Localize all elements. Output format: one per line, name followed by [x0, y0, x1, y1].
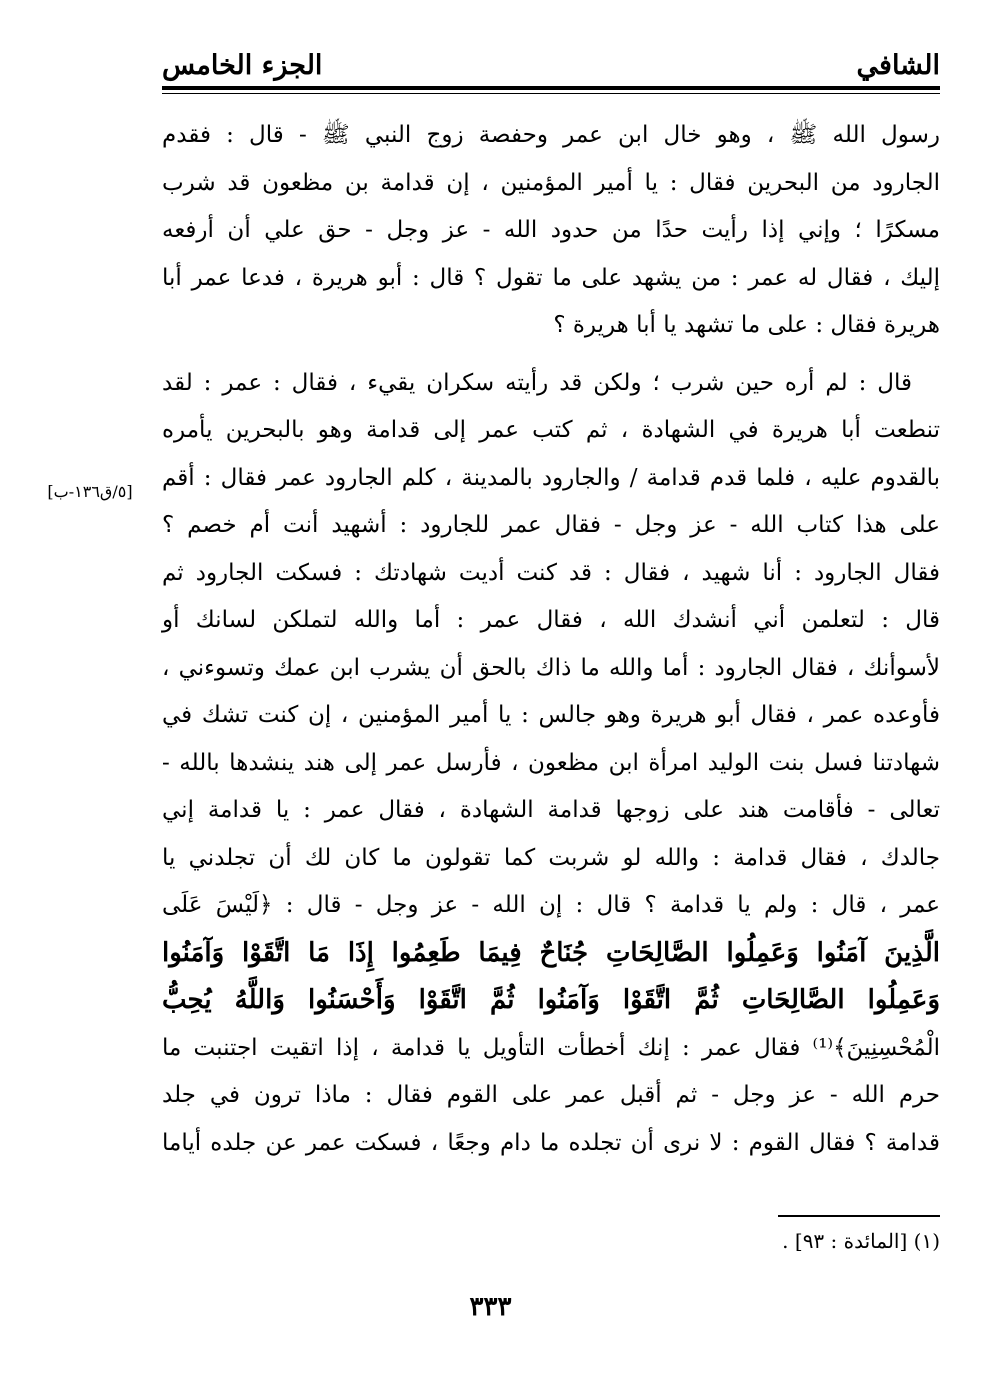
book-title: الشافي — [856, 50, 940, 81]
text-line: قال : لتعلمن أني أنشدك الله ، فقال عمر : أما والله لتملكن لسانك أو — [162, 607, 940, 633]
part-title: الجزء الخامس — [162, 50, 323, 81]
running-head — [162, 40, 940, 90]
text-line: عمر ، قال : ولم يا قدامة ؟ قال : إن الله - عز وجل - قال : ﴿لَيْسَ عَلَى — [162, 892, 940, 918]
manuscript-folio-note: [٥/ق١٣٦-ب] — [47, 482, 133, 501]
text-line: فقال الجارود : أنا شهيد ، فقال : قد كنت أديت شهادتك : فسكت الجارود ثم — [162, 559, 940, 586]
paragraph-2 — [162, 360, 940, 1168]
text-line: مسكرًا ؛ وإني إذا رأيت حدًا من حدود الله - عز وجل - حق علي أن أرفعه — [162, 217, 940, 243]
footnote: (١) [المائدة : ٩٣] . — [782, 1229, 940, 1253]
text-line: فأوعده عمر ، فقال أبو هريرة وهو جالس : يا أمير المؤمنين ، إن كنت تشك في — [162, 702, 940, 728]
header-rule-thick — [162, 86, 940, 90]
text-line: حرم الله - عز وجل - ثم أقبل عمر على القوم فقال : ماذا ترون في جلد — [162, 1082, 940, 1108]
text-line: بالقدوم عليه ، فلما قدم قدامة / والجارود بالمدينة ، كلم الجارود عمر فقال : أقم — [162, 464, 940, 491]
paragraph-1 — [162, 112, 940, 350]
text-line: قال : لم أره حين شرب ؛ ولكن قد رأيته سكران يقيء ، فقال : عمر : لقد — [162, 369, 912, 396]
text-line: رسول الله ﷺ ، وهو خال ابن عمر وحفصة زوج النبي ﷺ - قال : فقدم — [162, 122, 940, 148]
quran-verse — [162, 930, 940, 1025]
text-line: تنطعت أبا هريرة في الشهادة ، ثم كتب عمر إلى قدامة وهو بالبحرين يأمره — [162, 417, 940, 443]
text-line: قدامة ؟ فقال القوم : لا نرى أن تجلده ما دام وجعًا ، فسكت عمر عن جلده أياما — [162, 1129, 940, 1156]
text-line: جالدك ، فقال قدامة : والله لو شربت كما تقولون ما كان لك أن تجلدني يا — [162, 844, 940, 871]
text-line: لأسوأنك ، فقال الجارود : أما والله ما ذاك بالحق أن يشرب ابن عمك وتسوءني ، — [162, 654, 940, 681]
text-line: إليك ، فقال له عمر : من يشهد على ما تقول ؟ قال : أبو هريرة ، فدعا عمر أبا — [162, 264, 940, 291]
text-line: تعالى - فأقامت هند على زوجها قدامة الشهادة ، فقال عمر : يا قدامة إني — [162, 797, 940, 823]
footnote-rule — [778, 1215, 940, 1217]
quran-line: وَعَمِلُوا الصَّالِحَاتِ ثُمَّ اتَّقَوْا وَآمَنُوا ثُمَّ اتَّقَوْا وَأَحْسَنُوا وَاللَّهُ يُحِبُّ — [162, 985, 940, 1015]
text-line: الْمُحْسِنِينَ﴾⁽¹⁾ فقال عمر : إنك أخطأت التأويل يا قدامة ، إذا اتقيت اجتنبت ما — [162, 1034, 940, 1061]
text-line: الجارود من البحرين فقال : يا أمير المؤمنين ، إن قدامة بن مظعون قد شرب — [162, 169, 940, 196]
page-number: ٣٣٣ — [469, 1292, 512, 1322]
header-rule-thin — [162, 93, 940, 94]
main-text — [162, 112, 940, 1167]
quran-line: الَّذِينَ آمَنُوا وَعَمِلُوا الصَّالِحَاتِ جُنَاحٌ فِيمَا طَعِمُوا إِذَا مَا اتَّقَوْا وَآمَنُوا — [162, 937, 940, 968]
text-line: شهادتنا فسل بنت الوليد امرأة ابن مظعون ، فأرسل عمر إلى هند ينشدها بالله - — [162, 749, 940, 776]
text-line: هريرة فقال : على ما تشهد يا أبا هريرة ؟ — [553, 312, 940, 338]
text-line: على هذا كتاب الله - عز وجل - فقال عمر للجارود : أشهيد أنت أم خصم ؟ — [162, 512, 940, 538]
